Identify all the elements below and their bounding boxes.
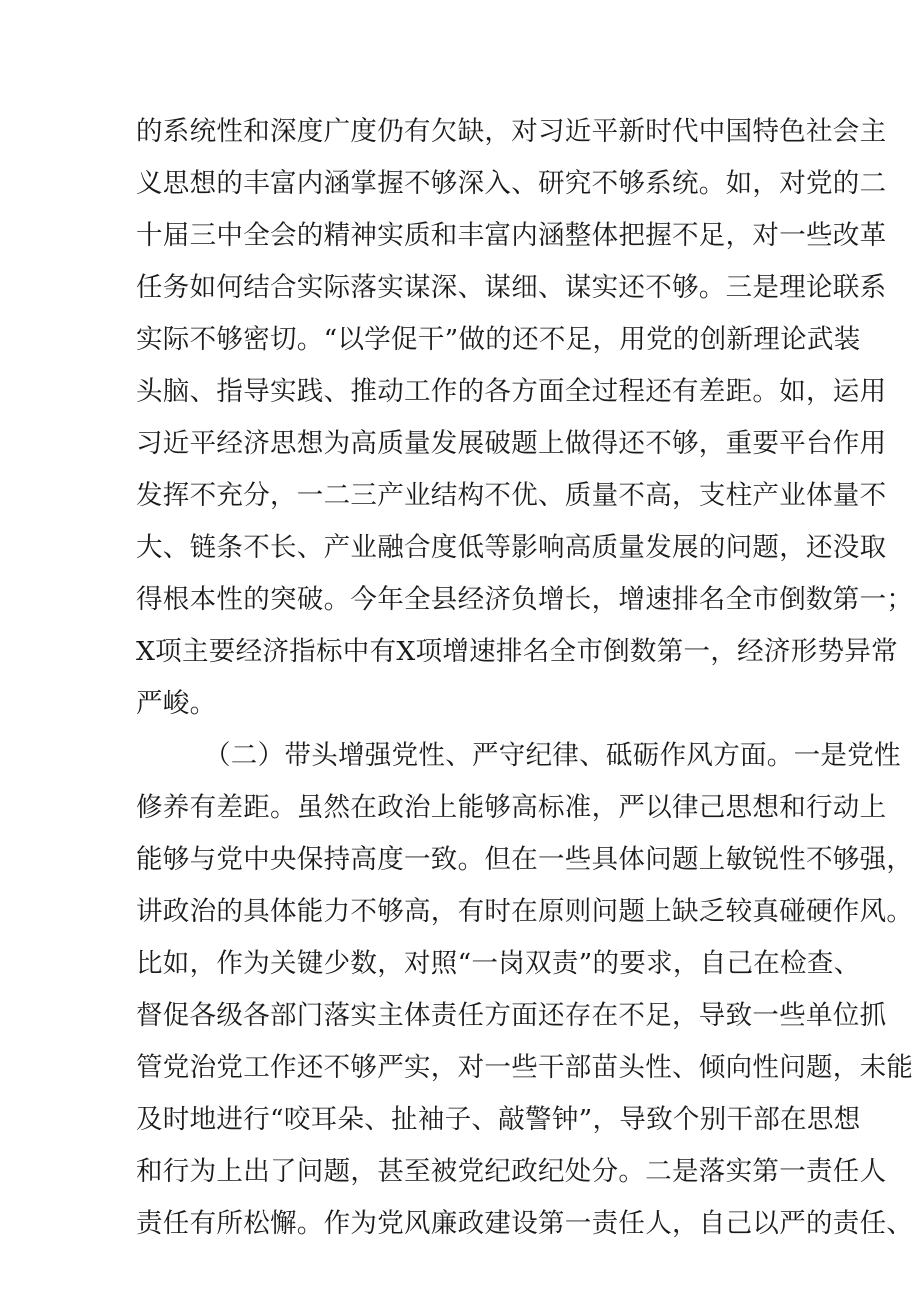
text-line: 责任有所松懈。作为党风廉政建设第一责任人，自己以严的责任、 [136,1208,914,1239]
text-line: 比如，作为关键少数，对照“一岗双责”的要求，自己在检查、 [136,948,861,979]
text-line: 任务如何结合实际落实谋深、谋细、谋实还不够。三是理论联系 [136,272,887,303]
text-line: 能够与党中央保持高度一致。但在一些具体问题上敏锐性不够强， [136,844,914,875]
text-line: 大、链条不长、产业融合度低等影响高质量发展的问题，还没取 [136,532,887,563]
text-line: 修养有差距。虽然在政治上能够高标准，严以律己思想和行动上 [136,792,887,823]
text-line: X项主要经济指标中有X项增速排名全市倒数第一，经济形势异常 [136,636,898,667]
text-line: 及时地进行“咬耳朵、扯袖子、敲警钟”，导致个别干部在思想 [136,1104,861,1135]
text-line: 发挥不充分，一二三产业结构不优、质量不高，支柱产业体量不 [136,480,887,511]
text-line: 严峻。 [136,688,217,719]
text-line: 的系统性和深度广度仍有欠缺，对习近平新时代中国特色社会主 [136,116,887,147]
paragraph-heading-line: （二）带头增强党性、严守纪律、砥砺作风方面。一是党性 [204,740,901,771]
text-line: 管党治党工作还不够严实，对一些干部苗头性、倾向性问题，未能 [136,1052,914,1083]
text-line: 实际不够密切。“以学促干”做的还不足，用党的创新理论武装 [136,324,861,355]
text-line: 得根本性的突破。今年全县经济负增长，增速排名全市倒数第一； [136,584,914,615]
text-line: 头脑、指导实践、推动工作的各方面全过程还有差距。如，运用 [136,376,887,407]
text-line: 和行为上出了问题，甚至被党纪政纪处分。二是落实第一责任人 [136,1156,887,1187]
text-line: 义思想的丰富内涵掌握不够深入、研究不够系统。如，对党的二 [136,168,887,199]
text-line: 讲政治的具体能力不够高，有时在原则问题上缺乏较真碰硬作风。 [136,896,914,927]
text-line: 十届三中全会的精神实质和丰富内涵整体把握不足，对一些改革 [136,220,887,251]
text-line: 习近平经济思想为高质量发展破题上做得还不够，重要平台作用 [136,428,887,459]
text-line: 督促各级各部门落实主体责任方面还存在不足，导致一些单位抓 [136,1000,887,1031]
